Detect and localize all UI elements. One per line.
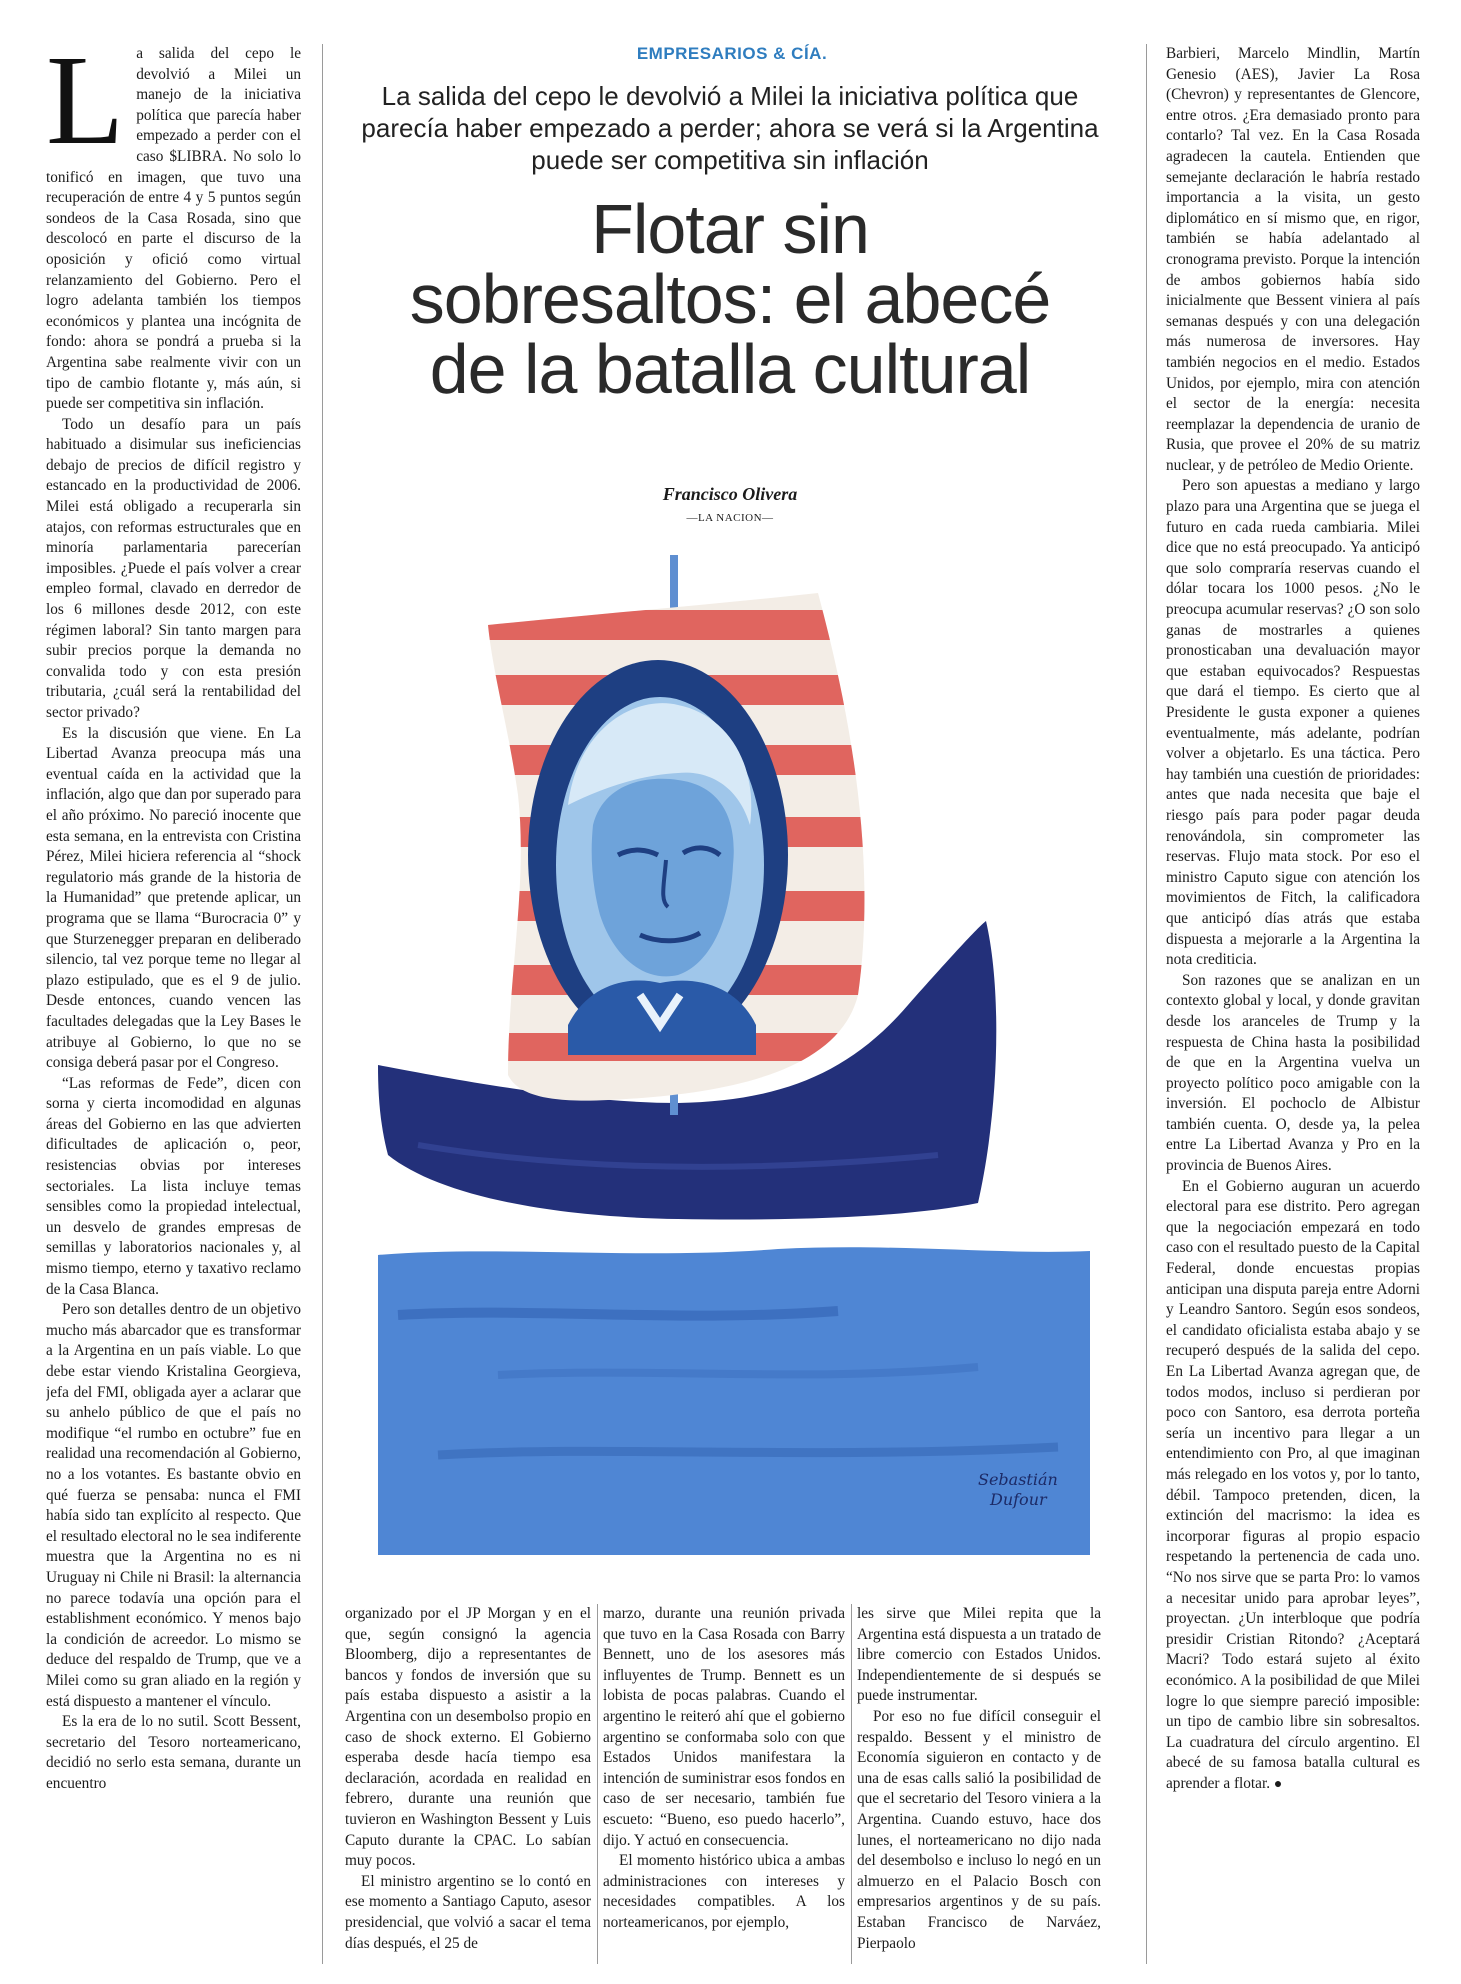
article-paragraph: El momento histórico ubica a ambas administraciones con intereses y necesidades compatibles. A los norteamericanos, por ejemplo, (603, 1852, 845, 1931)
svg-text:Sebastián: Sebastián (978, 1470, 1058, 1489)
headline-line: de la batalla cultural (429, 330, 1031, 408)
end-mark: ● (1273, 1776, 1283, 1792)
article-column-3 (603, 1604, 845, 1964)
article-paragraph: Todo un desafío para un país habituado a disimular sus ineficiencias debajo de precios de difícil registro y estancado en la productividad de 2006. Milei está obligado a recuperarla sin atajos, con reformas estructurales que en minoría parlamentaria parecerían imposibles. ¿Puede el país volver a crear empleo formal, clavado en derredor de los 6 millones desde 2012, con este régimen laboral? Sin tanto margen para subir precios porque la demanda no convalida todo y con esta presión tributaria, ¿cuál será la rentabilidad del sector privado? (46, 415, 301, 721)
article-paragraph: Por eso no fue difícil conseguir el respaldo. Bessent y el ministro de Economía siguieron en contacto y de una de esas calls salió la posibilidad de que el secretario del Tesoro viniera a la Argentina. Cuando estuvo, hace dos lunes, el norteamericano no dijo nada del desembolso e incluso lo negó en un almuerzo en el Palacio Bosch con empresarios argentinos y de su país. Estaban Francisco de Narváez, Pierpaolo (857, 1707, 1101, 1952)
author-byline: Francisco Olivera (662, 484, 798, 504)
artist-signature (978, 1470, 1058, 1509)
article-paragraph: Pero son detalles dentro de un objetivo mucho más abarcador que es transformar a la Argentina en un país viable. Lo que debe estar viendo Kristalina Georgieva, jefa del FMI, obligada ayer a aclarar que su anhelo público de que el país no modifique “el rumbo en octubre” fue en realidad una recomendación al Gobierno, no a los votantes. Es bastante obvio en qué fuerza se pensaba: nunca el FMI había sido tan explícito al respecto. Que el resultado electoral no le sea indiferente muestra que la Argentina no es ni Uruguay ni Chile ni Brasil: la alternancia no parece todavía una opción para el establishment económico. Y menos bajo la condición de acreedor. Lo mismo se deduce del respaldo de Trump, que ve a Milei como su gran aliado en la región y está dispuesto a mantener el vínculo. (46, 1301, 301, 1710)
column-rule-left (322, 44, 323, 1964)
svg-text:Dufour: Dufour (990, 1490, 1047, 1509)
article-paragraph: Barbieri, Marcelo Mindlin, Martín Genesio (AES), Javier La Rosa (Chevron) y representantes de Glencore, entre otros. ¿Era demasiado pronto para contarlo? Tal vez. En la Casa Rosada agradecen la cautela. Entienden que semejante declaración le habría restado importancia a la visita, un gesto diplomático en sí mismo que, en rigor, también se había adelantado al cronograma previsto. Porque la intención de ambos gobiernos había sido inicialmente que Bessent viniera al país semanas después y con una delegación más numerosa de inversores. Hay también negocios en el medio. Estados Unidos, por ejemplo, mira con atención el sector de la energía: necesita reemplazar la dependencia de uranio de Rusia, que provee el 20% de su matriz nuclear, y de petróleo de Medio Oriente. (1166, 45, 1420, 474)
headline-line: sobresaltos: el abecé (409, 260, 1051, 338)
article-paragraph: les sirve que Milei repita que la Argentina está dispuesta a un tratado de libre comercio con Estados Unidos. Independientemente de si después se puede instrumentar. (857, 1605, 1101, 1705)
column-rule-bottom-2 (851, 1604, 852, 1964)
article-paragraph: Es la era de lo no sutil. Scott Bessent, secretario del Tesoro norteamericano, decidió no serlo esta semana, durante un encuentro (46, 1713, 301, 1792)
article-deck: La salida del cepo le devolvió a Milei la iniciativa política que parecía haber empezado a perder; ahora se verá si la Argentina puede ser competitiva sin inflación (361, 81, 1099, 175)
article-paragraph: a salida del cepo le devolvió a Milei un manejo de la iniciativa política que parecía haber empezado a perder con el caso $LIBRA. No solo lo tonificó en imagen, que tuvo una recuperación de entre 4 y 5 puntos según sondeos de la Casa Rosada, sino que descolocó en parte el discurso de la oposición y ofició como virtual relanzamiento del Gobierno. Pero el logro adelanta también los tiempos económicos y plantea una incógnita de fondo: ahora se pondrá a prueba si la Argentina sabe realmente vivir con un tipo de cambio flotante y, más aún, si puede ser competitiva sin inflación. (46, 45, 301, 413)
headline (340, 190, 1120, 408)
article-column-4 (857, 1604, 1101, 1964)
section-kicker: EMPRESARIOS & CÍA. (636, 44, 828, 63)
article-paragraph: El ministro argentino se lo contó en ese momento a Santiago Caputo, asesor presidencial, que volvió a sacar el tema días después, el 25 de (345, 1872, 591, 1952)
outlet-credit: —LA NACION— (686, 512, 774, 524)
article-paragraph-text: En el Gobierno auguran un acuerdo electoral para ese distrito. Pero agregan que la negociación empezará en todo caso con el resultado puesto de la Capital Federal, donde encuestas propias anticipan una disputa pareja entre Adorni y Leandro Santoro. Según esos sondeos, el candidato oficialista estaba abajo y se recuperó después de la salida del cepo. En La Libertad Avanza agregan que, de todos modos, incluso si perdieran por poco con Santoro, esa derrota porteña sería un incentivo para llegar a un entendimiento con Pro, al que imaginan más relegado en los votos y, por lo tanto, débil. Tampoco pretenden, dicen, la extinción del macrismo: la idea es incorporar figuras al propio espacio respetando la pertenencia de cada uno. “No nos sirve que se parta Pro: lo vamos a necesitar unido para aprobar leyes”, proyectan. ¿Un interbloque que podría presidir Cristian Ritondo? ¿Aceptará Macri? Todo estará sujeto al éxito económico. A la posibilidad de que Milei logre lo que siempre pareció imposible: un tipo de cambio libre sin sobresaltos. La cuadratura del círculo argentino. El abecé de su famosa batalla cultural es aprender a flotar. (1166, 1177, 1420, 1792)
article-column-1 (46, 44, 301, 1964)
article-paragraph: Es la discusión que viene. En La Libertad Avanza preocupa más una eventual caída en la actividad que la inflación, algo que dan por superado para el año próximo. No pareció inocente que esta semana, en la entrevista con Cristina Pérez, Milei hiciera referencia al “shock regulatorio más grande de la historia de la Humanidad” que pretende aplicar, un programa que se llama “Burocracia 0” y que Sturzenegger preparan en deliberado silencio, tal vez porque teme no llegar al plazo estipulado, que es el 9 de julio. Desde entonces, cuando vencen las facultades delegadas que la Ley Bases le atribuye al Gobierno, lo que no se consiga deberá pasar por el Congreso. (46, 724, 301, 1072)
article-paragraph (1166, 1177, 1420, 1796)
article-column-5 (1166, 44, 1420, 1964)
article-paragraph: Son razones que se analizan en un contexto global y local, y donde gravitan desde los aranceles de Trump y la respuesta de China hasta la posibilidad de que en la Argentina vuelva un proyecto político poco amigable con la inversión. El pochoclo de Albistur también cuenta. O, desde ya, la pelea entre La Libertad Avanza y Pro en la provincia de Buenos Aires. (1166, 971, 1420, 1175)
article-paragraph: Pero son apuestas a mediano y largo plazo para una Argentina que se juega el futuro en cada rueda cambiaria. Milei dice que no está preocupado. Ya anticipó que solo compraría reservas cuando el dólar tocara los 1000 pesos. ¿No le preocupa acumular reservas? ¿O son solo ganas de mostrarles a quienes pronosticaban una devaluación mayor que estaban equivocados? Respuestas que dará el tiempo. Es cierto que al Presidente le gusta exponer a quienes eventualmente, más adelante, podrían volver a objetarlo. Es una táctica. Pero hay también una cuestión de prioridades: antes que nada necesita que baje el riesgo país para poder pagar deuda renovándola, sin comprometer las reservas. Flujo mata stock. Por eso el ministro Caputo sigue con atención los movimientos de Fitch, la calificadora que anticipó días atrás que estaba dispuesta a mejorarle a la Argentina la nota crediticia. (1166, 477, 1420, 969)
illustration-sailboat (378, 555, 1090, 1555)
article-paragraph: “Las reformas de Fede”, dicen con sorna y cierta incomodidad en algunas áreas del Gobierno en las que advierten dificultades de aplicación o, peor, resistencias obvias por intereses sectoriales. La lista incluye temas sensibles como la propiedad intelectual, un desvelo de grandes empresas de semillas y laboratorios nacionales y, al mismo tiempo, eterno y taxativo reclamo de la Casa Blanca. (46, 1074, 301, 1298)
article-column-2 (345, 1604, 591, 1964)
column-rule-bottom-1 (597, 1604, 598, 1964)
sea (378, 1247, 1090, 1555)
column-rule-right (1146, 44, 1147, 1964)
headline-line: Flotar sin (591, 190, 869, 268)
article-paragraph: marzo, durante una reunión privada que tuvo en la Casa Rosada con Barry Bennett, uno de los asesores más influyentes de Trump. Bennett es un lobista de pocas palabras. Cuando el argentino le reiteró ahí que el gobierno argentino se conformaba solo con que Estados Unidos manifestara la intención de suministrar esos fondos en caso de ser necesario, también fue escueto: “Bueno, eso puedo hacerlo”, dijo. Y actuó en consecuencia. (603, 1605, 845, 1849)
article-paragraph: organizado por el JP Morgan y en el que, según consignó la agencia Bloomberg, dijo a representantes de bancos y fondos de inversión que su país estaba dispuesto a asistir a la Argentina con un desembolso propio en caso de shock externo. El Gobierno esperaba desde hacía tiempo esa declaración, acordada en realidad en febrero, durante una reunión que tuvieron en Washington Bessent y Luis Caputo durante la CPAC. Lo sabían muy pocos. (345, 1605, 591, 1870)
drop-cap: L (46, 44, 125, 171)
